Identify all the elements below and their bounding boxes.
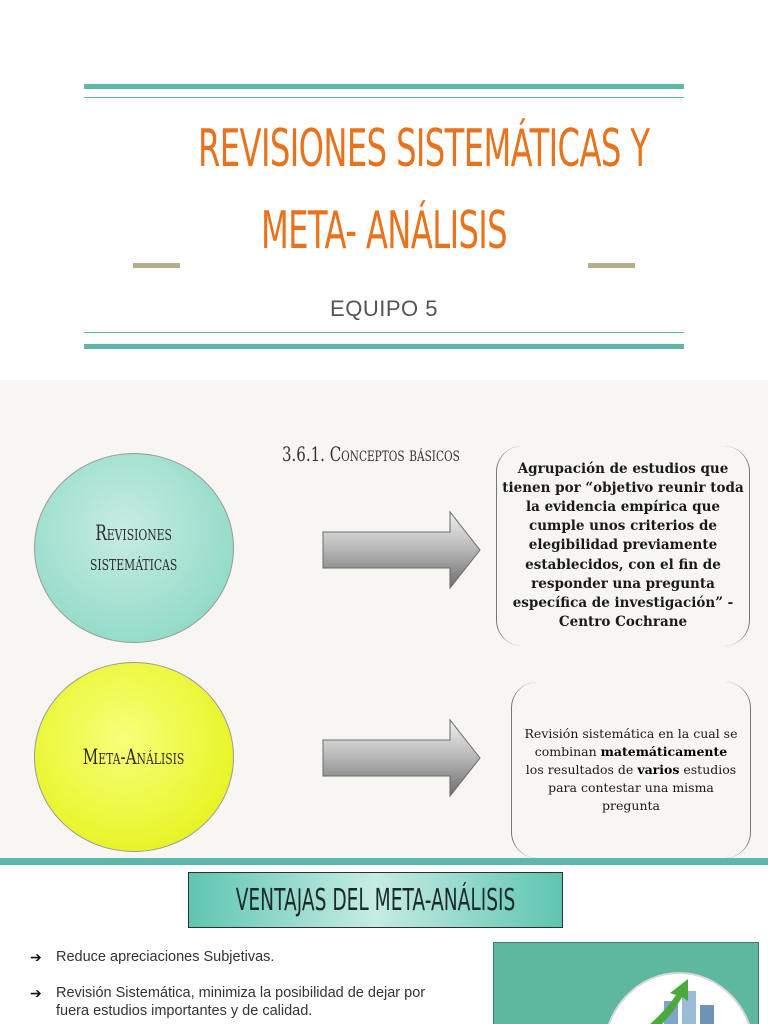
title-line-1: REVISIONES SISTEMÁTICAS Y bbox=[198, 119, 650, 179]
right-dash bbox=[588, 263, 635, 268]
list-item-text: Reduce apreciaciones Subjetivas. bbox=[56, 949, 275, 965]
definition-box-revisiones bbox=[496, 446, 750, 646]
concept-label-meta-analisis: Meta-Análisis bbox=[83, 745, 185, 769]
arrow-bullet-icon: ➔ bbox=[30, 949, 42, 965]
definition-emphasis: matemáticamente bbox=[600, 744, 728, 759]
growth-chart-icon bbox=[494, 943, 759, 1024]
slide-top-bar bbox=[0, 858, 768, 865]
bottom-thick-rule bbox=[84, 344, 684, 349]
growth-image-panel bbox=[493, 942, 759, 1024]
definition-part: los resultados de bbox=[525, 762, 638, 777]
concept-circle-revisiones bbox=[34, 453, 234, 643]
top-thin-rule bbox=[84, 97, 684, 98]
concept-circle-meta-analisis bbox=[34, 662, 234, 852]
definition-text-revisiones: Agrupación de estudios que tienen por “objetivo reunir toda la evidencia empírica que cumple unos criterios de elegibilidad previamente establecidos, con el fin de responder una pregunta específica de investigación” -Centro Cochrane bbox=[502, 460, 744, 631]
list-item bbox=[30, 984, 460, 1020]
definition-part: Revisión sistemática en la cual se combinan bbox=[524, 726, 738, 759]
right-arrow-icon bbox=[322, 510, 482, 590]
list-item bbox=[30, 948, 460, 966]
advantages-title-box bbox=[188, 872, 563, 928]
bottom-thin-rule bbox=[84, 332, 684, 333]
definition-part: estudios para contestar una misma pregunta bbox=[548, 762, 737, 813]
definition-emphasis: varios bbox=[637, 762, 680, 777]
definition-box-meta-analisis bbox=[511, 682, 751, 858]
right-arrow-icon bbox=[322, 718, 482, 798]
title-line-2: META- ANÁLISIS bbox=[260, 201, 508, 261]
advantages-slide bbox=[0, 858, 768, 1024]
arrow-bullet-icon: ➔ bbox=[30, 985, 42, 1001]
slide-subtitle: EQUIPO 5 bbox=[330, 296, 438, 321]
slide-title bbox=[198, 108, 650, 272]
advantages-heading: VENTAJAS DEL META-ANÁLISIS bbox=[235, 882, 516, 918]
advantages-list bbox=[30, 948, 460, 1024]
top-thick-rule bbox=[84, 84, 684, 89]
list-item-text: Revisión Sistemática, minimiza la posibilidad de dejar por fuera estudios importantes y de calidad. bbox=[56, 985, 426, 1019]
section-heading: 3.6.1. Conceptos básicos bbox=[282, 442, 460, 466]
definition-text-meta-analisis bbox=[524, 725, 738, 815]
concept-label-revisiones: Revisiones sistemáticas bbox=[90, 521, 178, 575]
title-slide bbox=[0, 0, 768, 380]
concepts-slide bbox=[0, 380, 768, 858]
left-dash bbox=[133, 263, 180, 268]
